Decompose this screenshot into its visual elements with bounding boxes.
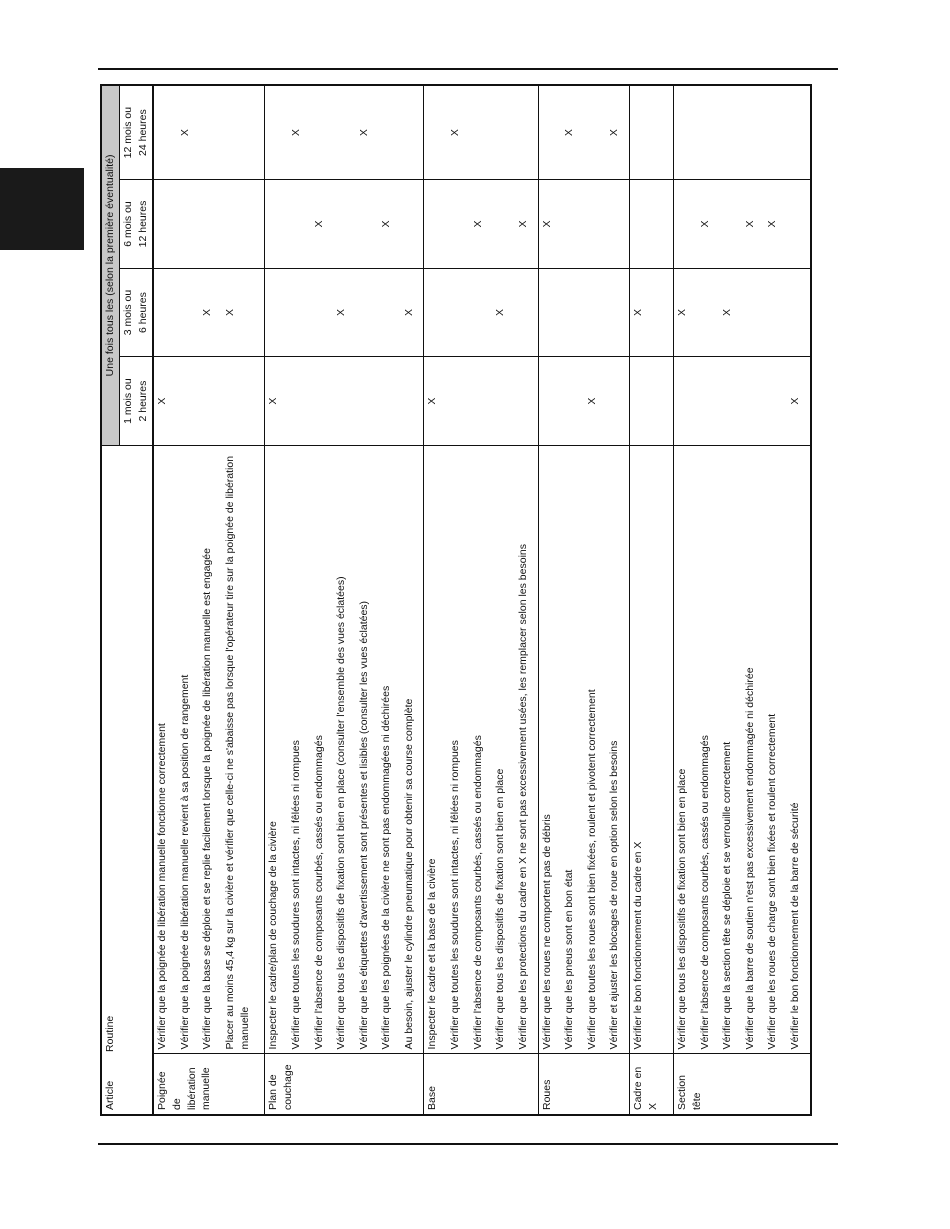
table-row bbox=[265, 85, 288, 1115]
frequency-cell-1 bbox=[538, 357, 561, 446]
frequency-cell-2 bbox=[288, 268, 311, 357]
table-row bbox=[288, 85, 311, 1115]
frequency-cell-4 bbox=[424, 85, 447, 180]
routine-cell: Vérifier l'absence de composants courbés, cassés ou endommagés bbox=[470, 445, 493, 1054]
frequency-cell-3 bbox=[177, 180, 200, 269]
frequency-cell-2 bbox=[719, 268, 742, 357]
check-mark: X bbox=[540, 220, 553, 228]
maintenance-table bbox=[100, 84, 812, 1116]
routine-cell: Vérifier que les roues de charge sont bien fixées et roulent correctement bbox=[764, 445, 787, 1054]
routine-cell: Vérifier que les protections du cadre en X ne sont pas excessivement usées, les remplacer selon les besoins bbox=[515, 445, 538, 1054]
frequency-cell-1 bbox=[288, 357, 311, 446]
frequency-cell-2 bbox=[764, 268, 787, 357]
frequency-cell-1 bbox=[401, 357, 424, 446]
check-mark: X bbox=[494, 309, 507, 317]
table-row bbox=[401, 85, 424, 1115]
check-mark: X bbox=[585, 397, 598, 405]
frequency-cell-2 bbox=[584, 268, 607, 357]
table-row bbox=[177, 85, 200, 1115]
frequency-cell-2 bbox=[199, 268, 222, 357]
frequency-cell-3 bbox=[424, 180, 447, 269]
check-mark: X bbox=[155, 397, 168, 405]
frequency-cell-3 bbox=[153, 180, 177, 269]
check-mark: X bbox=[471, 220, 484, 228]
header-freq-2: 3 mois ou 6 heures bbox=[119, 268, 152, 357]
routine-cell: Vérifier que la base se déploie et se replie facilement lorsque la poignée de libération manuelle est engagée bbox=[199, 445, 222, 1054]
frequency-cell-4 bbox=[356, 85, 379, 180]
frequency-cell-3 bbox=[764, 180, 787, 269]
article-cell: Cadre en X bbox=[630, 1054, 674, 1115]
article-cell: Section tête bbox=[673, 1054, 811, 1115]
frequency-cell-3 bbox=[606, 180, 629, 269]
check-mark: X bbox=[267, 397, 280, 405]
table-row bbox=[311, 85, 334, 1115]
article-cell: Poignée de libération manuelle bbox=[155, 1067, 213, 1110]
frequency-cell-4 bbox=[288, 85, 311, 180]
header-frequency-group: Une fois tous les (selon la première éventualité) bbox=[101, 85, 119, 445]
table-row bbox=[424, 85, 447, 1115]
frequency-cell-4 bbox=[447, 85, 470, 180]
frequency-cell-4 bbox=[787, 85, 811, 180]
frequency-cell-2 bbox=[378, 268, 401, 357]
frequency-cell-1 bbox=[787, 357, 811, 446]
table-row bbox=[673, 85, 696, 1115]
frequency-cell-3 bbox=[356, 180, 379, 269]
frequency-cell-3 bbox=[378, 180, 401, 269]
frequency-cell-1 bbox=[673, 357, 696, 446]
header-article: Article bbox=[101, 1054, 153, 1115]
frequency-cell-1 bbox=[356, 357, 379, 446]
routine-cell: Vérifier le bon fonctionnement de la barre de sécurité bbox=[787, 445, 811, 1054]
header-freq-1: 1 mois ou 2 heures bbox=[119, 357, 152, 446]
frequency-cell-4 bbox=[742, 85, 765, 180]
table-row bbox=[515, 85, 538, 1115]
check-mark: X bbox=[788, 397, 801, 405]
check-mark: X bbox=[335, 309, 348, 317]
check-mark: X bbox=[402, 309, 415, 317]
frequency-cell-4 bbox=[470, 85, 493, 180]
frequency-cell-3 bbox=[447, 180, 470, 269]
header-freq-3: 6 mois ou 12 heures bbox=[119, 180, 152, 269]
check-mark: X bbox=[698, 220, 711, 228]
frequency-cell-4 bbox=[561, 85, 584, 180]
check-mark: X bbox=[632, 309, 645, 317]
routine-cell: Vérifier que toutes les roues sont bien fixées, roulent et pivotent correctement bbox=[584, 445, 607, 1054]
frequency-cell-2 bbox=[356, 268, 379, 357]
frequency-cell-1 bbox=[199, 357, 222, 446]
frequency-cell-3 bbox=[630, 180, 674, 269]
frequency-cell-3 bbox=[584, 180, 607, 269]
table-row bbox=[356, 85, 379, 1115]
table-row bbox=[378, 85, 401, 1115]
table-row bbox=[561, 85, 584, 1115]
frequency-cell-3 bbox=[787, 180, 811, 269]
frequency-cell-3 bbox=[333, 180, 356, 269]
frequency-cell-1 bbox=[265, 357, 288, 446]
check-mark: X bbox=[178, 129, 191, 137]
top-rule bbox=[98, 68, 838, 70]
frequency-cell-3 bbox=[719, 180, 742, 269]
routine-cell: Vérifier que les roues ne comportent pas de débris bbox=[538, 445, 561, 1054]
check-mark: X bbox=[766, 220, 779, 228]
article-cell: Roues bbox=[538, 1054, 630, 1115]
routine-cell: Placer au moins 45,4 kg sur la civière et vérifier que celle-ci ne s'abaisse pas lorsque l'opérateur tire sur la poignée de libération manuelle bbox=[222, 445, 265, 1054]
frequency-cell-2 bbox=[697, 268, 720, 357]
frequency-cell-2 bbox=[333, 268, 356, 357]
routine-cell: Vérifier que les poignées de la civière ne sont pas endommagées ni déchirées bbox=[378, 445, 401, 1054]
frequency-cell-4 bbox=[764, 85, 787, 180]
frequency-cell-2 bbox=[265, 268, 288, 357]
frequency-cell-4 bbox=[265, 85, 288, 180]
frequency-cell-1 bbox=[153, 357, 177, 446]
frequency-cell-2 bbox=[742, 268, 765, 357]
frequency-cell-1 bbox=[606, 357, 629, 446]
routine-cell: Vérifier le bon fonctionnement du cadre en X bbox=[630, 445, 674, 1054]
frequency-cell-1 bbox=[470, 357, 493, 446]
frequency-cell-1 bbox=[515, 357, 538, 446]
check-mark: X bbox=[675, 309, 688, 317]
frequency-cell-2 bbox=[447, 268, 470, 357]
routine-cell: Vérifier que la poignée de libération manuelle fonctionne correctement bbox=[153, 445, 177, 1054]
frequency-cell-1 bbox=[719, 357, 742, 446]
table-row bbox=[447, 85, 470, 1115]
frequency-cell-1 bbox=[222, 357, 265, 446]
frequency-cell-3 bbox=[288, 180, 311, 269]
table-row bbox=[606, 85, 629, 1115]
frequency-cell-1 bbox=[311, 357, 334, 446]
maintenance-table-rotated bbox=[100, 84, 812, 1116]
frequency-cell-2 bbox=[630, 268, 674, 357]
frequency-cell-2 bbox=[492, 268, 515, 357]
frequency-cell-2 bbox=[311, 268, 334, 357]
frequency-cell-2 bbox=[538, 268, 561, 357]
frequency-cell-4 bbox=[719, 85, 742, 180]
frequency-cell-1 bbox=[742, 357, 765, 446]
frequency-cell-3 bbox=[470, 180, 493, 269]
routine-cell: Vérifier que toutes les soudures sont intactes, ni fêlées ni rompues bbox=[447, 445, 470, 1054]
check-mark: X bbox=[290, 129, 303, 137]
frequency-cell-3 bbox=[697, 180, 720, 269]
routine-cell: Vérifier l'absence de composants courbés, cassés ou endommagés bbox=[697, 445, 720, 1054]
frequency-cell-1 bbox=[764, 357, 787, 446]
frequency-cell-1 bbox=[561, 357, 584, 446]
frequency-cell-1 bbox=[333, 357, 356, 446]
routine-cell: Vérifier que tous les dispositifs de fixation sont bien en place (consulter l'ensemble des vues éclatées) bbox=[333, 445, 356, 1054]
check-mark: X bbox=[516, 220, 529, 228]
frequency-cell-2 bbox=[177, 268, 200, 357]
frequency-cell-1 bbox=[584, 357, 607, 446]
frequency-cell-4 bbox=[630, 85, 674, 180]
check-mark: X bbox=[357, 129, 370, 137]
frequency-cell-3 bbox=[515, 180, 538, 269]
frequency-cell-2 bbox=[470, 268, 493, 357]
routine-cell: Vérifier que les pneus sont en bon état bbox=[561, 445, 584, 1054]
table-body bbox=[153, 85, 811, 1115]
check-mark: X bbox=[608, 129, 621, 137]
table-row bbox=[787, 85, 811, 1115]
chapter-tab bbox=[0, 168, 84, 250]
frequency-cell-1 bbox=[378, 357, 401, 446]
routine-cell: Inspecter le cadre/plan de couchage de la civière bbox=[265, 445, 288, 1054]
header-freq-4: 12 mois ou 24 heures bbox=[119, 85, 152, 180]
table-row bbox=[492, 85, 515, 1115]
frequency-cell-2 bbox=[787, 268, 811, 357]
table-row bbox=[584, 85, 607, 1115]
frequency-cell-4 bbox=[538, 85, 561, 180]
check-mark: X bbox=[201, 309, 214, 317]
table-row bbox=[333, 85, 356, 1115]
frequency-cell-3 bbox=[538, 180, 561, 269]
frequency-cell-2 bbox=[515, 268, 538, 357]
frequency-cell-1 bbox=[697, 357, 720, 446]
check-mark: X bbox=[743, 220, 756, 228]
table-row bbox=[764, 85, 787, 1115]
frequency-cell-2 bbox=[424, 268, 447, 357]
frequency-cell-4 bbox=[311, 85, 334, 180]
frequency-cell-2 bbox=[222, 268, 265, 357]
frequency-cell-1 bbox=[492, 357, 515, 446]
frequency-cell-3 bbox=[265, 180, 288, 269]
check-mark: X bbox=[380, 220, 393, 228]
table-row bbox=[719, 85, 742, 1115]
frequency-cell-3 bbox=[673, 180, 696, 269]
check-mark: X bbox=[312, 220, 325, 228]
article-cell: Plan de couchage bbox=[265, 1054, 424, 1115]
frequency-cell-4 bbox=[515, 85, 538, 180]
frequency-cell-4 bbox=[492, 85, 515, 180]
routine-cell: Vérifier que les étiquettes d'avertissement sont présentes et lisibles (consulter les vues éclatées) bbox=[356, 445, 379, 1054]
frequency-cell-4 bbox=[401, 85, 424, 180]
table-row bbox=[153, 85, 177, 1115]
table-row bbox=[470, 85, 493, 1115]
routine-cell: Vérifier que tous les dispositifs de fixation sont bien en place bbox=[492, 445, 515, 1054]
routine-cell: Vérifier que la barre de soutien n'est pas excessivement endommagée ni déchirée bbox=[742, 445, 765, 1054]
check-mark: X bbox=[563, 129, 576, 137]
frequency-cell-3 bbox=[561, 180, 584, 269]
frequency-cell-3 bbox=[311, 180, 334, 269]
header-routine: Routine bbox=[101, 445, 153, 1054]
routine-cell: Au besoin, ajuster le cylindre pneumatique pour obtenir sa course complète bbox=[401, 445, 424, 1054]
article-cell: Base bbox=[424, 1054, 538, 1115]
routine-cell: Vérifier que tous les dispositifs de fixation sont bien en place bbox=[673, 445, 696, 1054]
table-row bbox=[630, 85, 674, 1115]
frequency-cell-4 bbox=[222, 85, 265, 180]
frequency-cell-2 bbox=[561, 268, 584, 357]
frequency-cell-2 bbox=[401, 268, 424, 357]
check-mark: X bbox=[721, 309, 734, 317]
routine-cell: Vérifier l'absence de composants courbés, cassés ou endommagés bbox=[311, 445, 334, 1054]
table-row bbox=[222, 85, 265, 1115]
table-row bbox=[742, 85, 765, 1115]
frequency-cell-4 bbox=[378, 85, 401, 180]
check-mark: X bbox=[426, 397, 439, 405]
frequency-cell-4 bbox=[606, 85, 629, 180]
routine-cell: Vérifier que toutes les soudures sont intactes, ni fêlées ni rompues bbox=[288, 445, 311, 1054]
frequency-cell-4 bbox=[177, 85, 200, 180]
routine-cell: Inspecter le cadre et la base de la civière bbox=[424, 445, 447, 1054]
frequency-cell-1 bbox=[177, 357, 200, 446]
check-mark: X bbox=[449, 129, 462, 137]
table-row bbox=[538, 85, 561, 1115]
frequency-cell-3 bbox=[222, 180, 265, 269]
frequency-cell-4 bbox=[673, 85, 696, 180]
routine-cell: Vérifier que la section tête se déploie et se verrouille correctement bbox=[719, 445, 742, 1054]
frequency-cell-3 bbox=[492, 180, 515, 269]
frequency-cell-3 bbox=[401, 180, 424, 269]
frequency-cell-1 bbox=[424, 357, 447, 446]
frequency-cell-2 bbox=[606, 268, 629, 357]
frequency-cell-3 bbox=[199, 180, 222, 269]
frequency-cell-4 bbox=[584, 85, 607, 180]
frequency-cell-3 bbox=[742, 180, 765, 269]
frequency-cell-4 bbox=[697, 85, 720, 180]
routine-cell: Vérifier et ajuster les blocages de roue en option selon les besoins bbox=[606, 445, 629, 1054]
frequency-cell-2 bbox=[153, 268, 177, 357]
routine-cell: Vérifier que la poignée de libération manuelle revient à sa position de rangement bbox=[177, 445, 200, 1054]
table-row bbox=[697, 85, 720, 1115]
table-row bbox=[199, 85, 222, 1115]
check-mark: X bbox=[223, 309, 236, 317]
frequency-cell-1 bbox=[630, 357, 674, 446]
frequency-cell-1 bbox=[447, 357, 470, 446]
frequency-cell-2 bbox=[673, 268, 696, 357]
frequency-cell-4 bbox=[153, 85, 177, 180]
frequency-cell-4 bbox=[199, 85, 222, 180]
bottom-rule bbox=[98, 1143, 838, 1145]
frequency-cell-4 bbox=[333, 85, 356, 180]
